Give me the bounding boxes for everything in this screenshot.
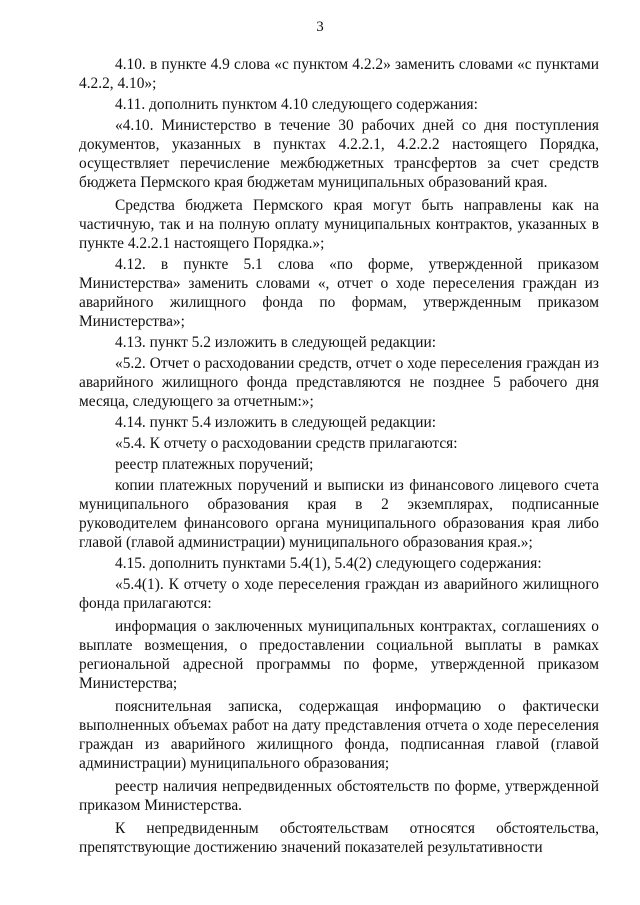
paragraph-payment-registry: реестр платежных поручений; xyxy=(115,456,314,473)
paragraph-4-10: 4.10. в пункте 4.9 слова «с пунктом 4.2.2» заменить словами «с пунктами 4.2.2, 4.10»; xyxy=(79,56,599,92)
paragraph-4-14: 4.14. пункт 5.4 изложить в следующей редакции: xyxy=(115,414,436,431)
document-body xyxy=(79,55,599,857)
page-number: 3 xyxy=(316,19,324,35)
paragraph-quote-5-2: «5.2. Отчет о расходовании средств, отчет о ходе переселения граждан из аварийного жилищного фонда представляются не позднее 5 рабочего дня месяца, следующего за отчетным:»; xyxy=(79,355,599,410)
paragraph-4-12: 4.12. в пункте 5.1 слова «по форме, утвержденной приказом Министерства» заменить словами «, отчет о ходе переселения граждан из аварийного жилищного фонда по формам, утвержденным приказом Министерства»; xyxy=(79,256,599,330)
paragraph-unforeseen-circumstances: К непредвиденным обстоятельствам относятся обстоятельства, препятствующие достижению значений показателей результативности xyxy=(79,820,599,856)
paragraph-quote-5-4: «5.4. К отчету о расходовании средств прилагаются: xyxy=(115,435,458,452)
paragraph-payment-copies: копии платежных поручений и выписки из финансового лицевого счета муниципального образования края в 2 экземплярах, подписанные руководителем финансового органа муниципального образования края либо главой (главой администрации) муниципального образования края.»; xyxy=(79,477,599,551)
paragraph-quote-4-10: «4.10. Министерство в течение 30 рабочих дней со дня поступления документов, указанных в пунктах 4.2.2.1, 4.2.2.2 настоящего Порядка, осуществляет перечисление межбюджетных трансфертов за счет средств бюджета Пермского края бюджетам муниципальных образований края. xyxy=(79,117,599,191)
paragraph-budget-funds: Средства бюджета Пермского края могут быть направлены как на частичную, так и на полную оплату муниципальных контрактов, указанных в пункте 4.2.2.1 настоящего Порядка.»; xyxy=(79,197,599,252)
paragraph-explanatory-note: пояснительная записка, содержащая информацию о фактически выполненных объемах работ на дату представления отчета о ходе переселения граждан из аварийного жилищного фонда, подписанная главой (главой администрации) муниципального образования; xyxy=(79,698,599,772)
paragraph-4-11: 4.11. дополнить пунктом 4.10 следующего содержания: xyxy=(115,96,478,113)
paragraph-4-13: 4.13. пункт 5.2 изложить в следующей редакции: xyxy=(115,334,436,351)
paragraph-4-15: 4.15. дополнить пунктами 5.4(1), 5.4(2) следующего содержания: xyxy=(115,555,542,572)
paragraph-quote-5-4-1: «5.4(1). К отчету о ходе переселения граждан из аварийного жилищного фонда прилагаются: xyxy=(79,576,599,612)
paragraph-unforeseen-registry: реестр наличия непредвиденных обстоятельств по форме, утвержденной приказом Министерства. xyxy=(79,778,599,814)
paragraph-contracts-info: информация о заключенных муниципальных контрактах, соглашениях о выплате возмещения, о предоставлении социальной выплаты в рамках региональной адресной программы по форме, утвержденной приказом Министерства; xyxy=(79,618,599,692)
